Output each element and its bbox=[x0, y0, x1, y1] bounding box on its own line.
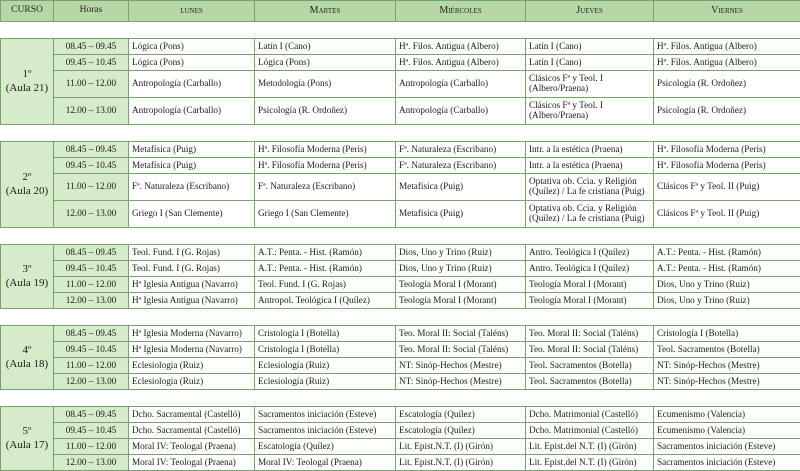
header-row bbox=[1, 1, 800, 22]
header-lunes: lunes bbox=[129, 1, 255, 22]
class-cell-viernes: A.T.: Penta. - Hist. (Ramón) bbox=[654, 245, 800, 261]
class-cell-viernes: NT: Sinóp-Hechos (Mestre) bbox=[654, 374, 800, 390]
aula-label: (Aula 20) bbox=[1, 185, 53, 199]
aula-label: (Aula 21) bbox=[1, 82, 53, 96]
hora-cell: 11.00 – 12.00 bbox=[54, 71, 129, 98]
group-spacer bbox=[1, 309, 800, 326]
class-cell-martes: Metodología (Pons) bbox=[255, 71, 396, 98]
class-cell-miercoles: Metafísica (Puig) bbox=[396, 201, 526, 228]
class-cell-miercoles: Teología Moral I (Morant) bbox=[396, 293, 526, 309]
class-cell-lunes: Teol. Fund. I (G. Rojas) bbox=[129, 261, 255, 277]
class-cell-miercoles: Escatología (Quílez) bbox=[396, 423, 526, 439]
class-cell-miercoles: Hª. Filos. Antigua (Albero) bbox=[396, 55, 526, 71]
schedule-body bbox=[1, 22, 800, 471]
hora-cell: 08.45 – 09.45 bbox=[54, 407, 129, 423]
class-cell-lunes: Hª Iglesia Antigua (Navarro) bbox=[129, 293, 255, 309]
header-jueves: Jueves bbox=[526, 1, 654, 22]
class-cell-viernes: Psicología (R. Ordoñez) bbox=[654, 71, 800, 98]
curso-cell bbox=[1, 142, 54, 228]
class-cell-jueves: Clásicos Fª y Teol. I (Albero/Praena) bbox=[526, 98, 654, 125]
table-row bbox=[1, 423, 800, 439]
curso-cell bbox=[1, 245, 54, 309]
class-cell-miercoles: Antropología (Carballo) bbox=[396, 98, 526, 125]
table-row bbox=[1, 407, 800, 423]
table-row bbox=[1, 142, 800, 158]
curso-label: 4º bbox=[1, 344, 53, 358]
class-cell-viernes: A.T.: Penta. - Hist. (Ramón) bbox=[654, 261, 800, 277]
class-cell-jueves: Teo. Moral II: Social (Taléns) bbox=[526, 326, 654, 342]
table-row bbox=[1, 358, 800, 374]
class-cell-jueves: Clásicos Fª y Teol. I (Albero/Praena) bbox=[526, 71, 654, 98]
class-cell-martes: Hª. Filosofía Moderna (Peris) bbox=[255, 142, 396, 158]
table-row bbox=[1, 261, 800, 277]
class-cell-miercoles: Metafísica (Puig) bbox=[396, 174, 526, 201]
class-cell-jueves: Dcho. Matrimonial (Castelló) bbox=[526, 423, 654, 439]
class-cell-viernes: Teol. Sacramentos (Botella) bbox=[654, 342, 800, 358]
class-cell-jueves: Intr. a la estética (Praena) bbox=[526, 158, 654, 174]
table-row bbox=[1, 158, 800, 174]
hora-cell: 11.00 – 12.00 bbox=[54, 439, 129, 455]
class-cell-miercoles: Hª. Filos. Antigua (Albero) bbox=[396, 39, 526, 55]
class-cell-miercoles: Antropología (Carballo) bbox=[396, 71, 526, 98]
hora-cell: 08.45 – 09.45 bbox=[54, 326, 129, 342]
table-row bbox=[1, 439, 800, 455]
hora-cell: 12.00 – 13.00 bbox=[54, 374, 129, 390]
class-cell-viernes: Clásicos Fª y Teol. II (Puig) bbox=[654, 174, 800, 201]
class-cell-viernes: Clásicos Fª y Teol. II (Puig) bbox=[654, 201, 800, 228]
class-cell-miercoles: Teo. Moral II: Social (Taléns) bbox=[396, 326, 526, 342]
hora-cell: 08.45 – 09.45 bbox=[54, 142, 129, 158]
class-cell-lunes: Hª Iglesia Moderna (Navarro) bbox=[129, 326, 255, 342]
class-cell-jueves: Lit. Epist.del N.T. (I) (Girón) bbox=[526, 455, 654, 471]
class-cell-jueves: Teología Moral I (Morant) bbox=[526, 293, 654, 309]
class-cell-martes: Latín I (Cano) bbox=[255, 39, 396, 55]
table-row bbox=[1, 277, 800, 293]
curso-cell bbox=[1, 407, 54, 471]
class-cell-viernes: NT: Sinóp-Hechos (Mestre) bbox=[654, 358, 800, 374]
class-cell-martes: Cristología I (Botella) bbox=[255, 326, 396, 342]
header-viernes: Viernes bbox=[654, 1, 800, 22]
hora-cell: 11.00 – 12.00 bbox=[54, 174, 129, 201]
class-cell-martes: Sacramentos iniciación (Esteve) bbox=[255, 407, 396, 423]
group-spacer bbox=[1, 390, 800, 407]
class-cell-lunes: Antropología (Carballo) bbox=[129, 71, 255, 98]
class-cell-miercoles: Lit. Epist.N.T. (I) (Girón) bbox=[396, 455, 526, 471]
hora-cell: 12.00 – 13.00 bbox=[54, 455, 129, 471]
aula-label: (Aula 19) bbox=[1, 277, 53, 291]
class-cell-lunes: Lógica (Pons) bbox=[129, 39, 255, 55]
class-cell-miercoles: NT: Sinóp-Hechos (Mestre) bbox=[396, 374, 526, 390]
table-row bbox=[1, 326, 800, 342]
table-row bbox=[1, 55, 800, 71]
table-row bbox=[1, 71, 800, 98]
table-row bbox=[1, 293, 800, 309]
table-row bbox=[1, 201, 800, 228]
table-row bbox=[1, 174, 800, 201]
class-cell-martes: Moral IV: Teologal (Praena) bbox=[255, 455, 396, 471]
hora-cell: 09.45 – 10.45 bbox=[54, 261, 129, 277]
hora-cell: 09.45 – 10.45 bbox=[54, 342, 129, 358]
hora-cell: 09.45 – 10.45 bbox=[54, 423, 129, 439]
hora-cell: 12.00 – 13.00 bbox=[54, 201, 129, 228]
table-row bbox=[1, 342, 800, 358]
class-cell-miercoles: Escatología (Quílez) bbox=[396, 407, 526, 423]
class-cell-viernes: Dios, Uno y Trino (Ruiz) bbox=[654, 293, 800, 309]
curso-label: 3º bbox=[1, 263, 53, 277]
class-cell-lunes: Metafísica (Puig) bbox=[129, 158, 255, 174]
class-cell-martes: Teol. Fund. I (G. Rojas) bbox=[255, 277, 396, 293]
class-cell-jueves: Lit. Epist.del N.T. (I) (Girón) bbox=[526, 439, 654, 455]
class-cell-lunes: Lógica (Pons) bbox=[129, 55, 255, 71]
class-cell-viernes: Ecumenismo (Valencia) bbox=[654, 407, 800, 423]
class-cell-miercoles: Fª. Naturaleza (Escribano) bbox=[396, 158, 526, 174]
class-cell-viernes: Sacramentos iniciación (Esteve) bbox=[654, 455, 800, 471]
hora-cell: 08.45 – 09.45 bbox=[54, 39, 129, 55]
class-cell-lunes: Dcho. Sacramental (Castelló) bbox=[129, 423, 255, 439]
class-cell-jueves: Teol. Sacramentos (Botella) bbox=[526, 358, 654, 374]
class-cell-lunes: Teol. Fund. I (G. Rojas) bbox=[129, 245, 255, 261]
class-cell-miercoles: Teo. Moral II: Social (Taléns) bbox=[396, 342, 526, 358]
class-cell-jueves: Optativa ob. Ccia. y Religión (Quílez) / La fe cristiana (Puig) bbox=[526, 174, 654, 201]
hora-cell: 09.45 – 10.45 bbox=[54, 158, 129, 174]
spacer-cell bbox=[1, 228, 800, 245]
class-cell-viernes: Psicología (R. Ordoñez) bbox=[654, 98, 800, 125]
aula-label: (Aula 18) bbox=[1, 358, 53, 372]
class-cell-jueves: Latín I (Cano) bbox=[526, 55, 654, 71]
class-cell-lunes: Moral IV: Teologal (Praena) bbox=[129, 439, 255, 455]
hora-cell: 11.00 – 12.00 bbox=[54, 277, 129, 293]
curso-cell bbox=[1, 39, 54, 125]
class-cell-jueves: Antro. Teológica I (Quílez) bbox=[526, 245, 654, 261]
table-row bbox=[1, 455, 800, 471]
header-martes: Martes bbox=[255, 1, 396, 22]
class-cell-miercoles: NT: Sinóp-Hechos (Mestre) bbox=[396, 358, 526, 374]
class-cell-viernes: Cristología I (Botella) bbox=[654, 326, 800, 342]
class-cell-jueves: Latín I (Cano) bbox=[526, 39, 654, 55]
class-cell-martes: A.T.: Penta. - Hist. (Ramón) bbox=[255, 261, 396, 277]
class-cell-viernes: Sacramentos iniciación (Esteve) bbox=[654, 439, 800, 455]
class-cell-viernes: Hª. Filosofía Moderna (Peris) bbox=[654, 142, 800, 158]
class-cell-martes: Escatología (Quílez) bbox=[255, 439, 396, 455]
class-cell-jueves: Intr. a la estética (Praena) bbox=[526, 142, 654, 158]
class-cell-lunes: Fª. Naturaleza (Escribano) bbox=[129, 174, 255, 201]
class-cell-miercoles: Lit. Epist.N.T. (I) (Girón) bbox=[396, 439, 526, 455]
class-cell-martes: Lógica (Pons) bbox=[255, 55, 396, 71]
curso-cell bbox=[1, 326, 54, 390]
class-cell-lunes: Dcho. Sacramental (Castelló) bbox=[129, 407, 255, 423]
curso-label: 1º bbox=[1, 68, 53, 82]
class-cell-lunes: Eclesiología (Ruiz) bbox=[129, 358, 255, 374]
spacer-cell bbox=[1, 125, 800, 142]
class-cell-miercoles: Dios, Uno y Trino (Ruiz) bbox=[396, 245, 526, 261]
table-row bbox=[1, 39, 800, 55]
header-curso: CURSO bbox=[1, 1, 54, 22]
class-cell-martes: Eclesiología (Ruiz) bbox=[255, 358, 396, 374]
class-cell-martes: Eclesiología (Ruiz) bbox=[255, 374, 396, 390]
table-row bbox=[1, 374, 800, 390]
hora-cell: 12.00 – 13.00 bbox=[54, 98, 129, 125]
table-row bbox=[1, 98, 800, 125]
class-cell-lunes: Hª Iglesia Antigua (Navarro) bbox=[129, 277, 255, 293]
class-cell-miercoles: Fª. Naturaleza (Escribano) bbox=[396, 142, 526, 158]
hora-cell: 09.45 – 10.45 bbox=[54, 55, 129, 71]
header-miercoles: Miércoles bbox=[396, 1, 526, 22]
spacer-cell bbox=[1, 22, 800, 39]
class-cell-jueves: Teol. Sacramentos (Botella) bbox=[526, 374, 654, 390]
spacer-cell bbox=[1, 390, 800, 407]
class-cell-lunes: Antropología (Carballo) bbox=[129, 98, 255, 125]
class-cell-martes: Sacramentos iniciación (Esteve) bbox=[255, 423, 396, 439]
spacer-cell bbox=[1, 309, 800, 326]
class-cell-martes: Hª. Filosofía Moderna (Peris) bbox=[255, 158, 396, 174]
table-row bbox=[1, 245, 800, 261]
class-cell-martes: Cristología I (Botella) bbox=[255, 342, 396, 358]
class-cell-miercoles: Dios, Uno y Trino (Ruiz) bbox=[396, 261, 526, 277]
class-cell-jueves: Teo. Moral II: Social (Taléns) bbox=[526, 342, 654, 358]
class-cell-martes: Griego I (San Clemente) bbox=[255, 201, 396, 228]
group-spacer bbox=[1, 125, 800, 142]
aula-label: (Aula 17) bbox=[1, 439, 53, 453]
class-cell-viernes: Hª. Filosofía Moderna (Peris) bbox=[654, 158, 800, 174]
class-cell-martes: Psicología (R. Ordoñez) bbox=[255, 98, 396, 125]
group-spacer bbox=[1, 22, 800, 39]
class-cell-martes: A.T.: Penta. - Hist. (Ramón) bbox=[255, 245, 396, 261]
class-cell-lunes: Griego I (San Clemente) bbox=[129, 201, 255, 228]
class-cell-jueves: Teología Moral I (Morant) bbox=[526, 277, 654, 293]
hora-cell: 08.45 – 09.45 bbox=[54, 245, 129, 261]
class-cell-viernes: Hª. Filos. Antigua (Albero) bbox=[654, 55, 800, 71]
class-cell-martes: Fª. Naturaleza (Escribano) bbox=[255, 174, 396, 201]
class-cell-jueves: Antro. Teológica I (Quílez) bbox=[526, 261, 654, 277]
class-cell-jueves: Dcho. Matrimonial (Castelló) bbox=[526, 407, 654, 423]
class-cell-lunes: Moral IV: Teologal (Praena) bbox=[129, 455, 255, 471]
class-cell-lunes: Metafísica (Puig) bbox=[129, 142, 255, 158]
class-cell-lunes: Eclesiología (Ruiz) bbox=[129, 374, 255, 390]
class-cell-viernes: Hª. Filos. Antigua (Albero) bbox=[654, 39, 800, 55]
class-cell-miercoles: Teología Moral I (Morant) bbox=[396, 277, 526, 293]
curso-label: 5º bbox=[1, 425, 53, 439]
group-spacer bbox=[1, 228, 800, 245]
class-cell-jueves: Optativa ob. Ccia. y Religión (Quílez) / La fe cristiana (Puig) bbox=[526, 201, 654, 228]
class-cell-viernes: Ecumenismo (Valencia) bbox=[654, 423, 800, 439]
class-cell-viernes: Dios, Uno y Trino (Ruiz) bbox=[654, 277, 800, 293]
hora-cell: 12.00 – 13.00 bbox=[54, 293, 129, 309]
class-cell-lunes: Hª Iglesia Moderna (Navarro) bbox=[129, 342, 255, 358]
curso-label: 2º bbox=[1, 171, 53, 185]
header-horas: Horas bbox=[54, 1, 129, 22]
hora-cell: 11.00 – 12.00 bbox=[54, 358, 129, 374]
class-cell-martes: Antropol. Teológica I (Quílez) bbox=[255, 293, 396, 309]
